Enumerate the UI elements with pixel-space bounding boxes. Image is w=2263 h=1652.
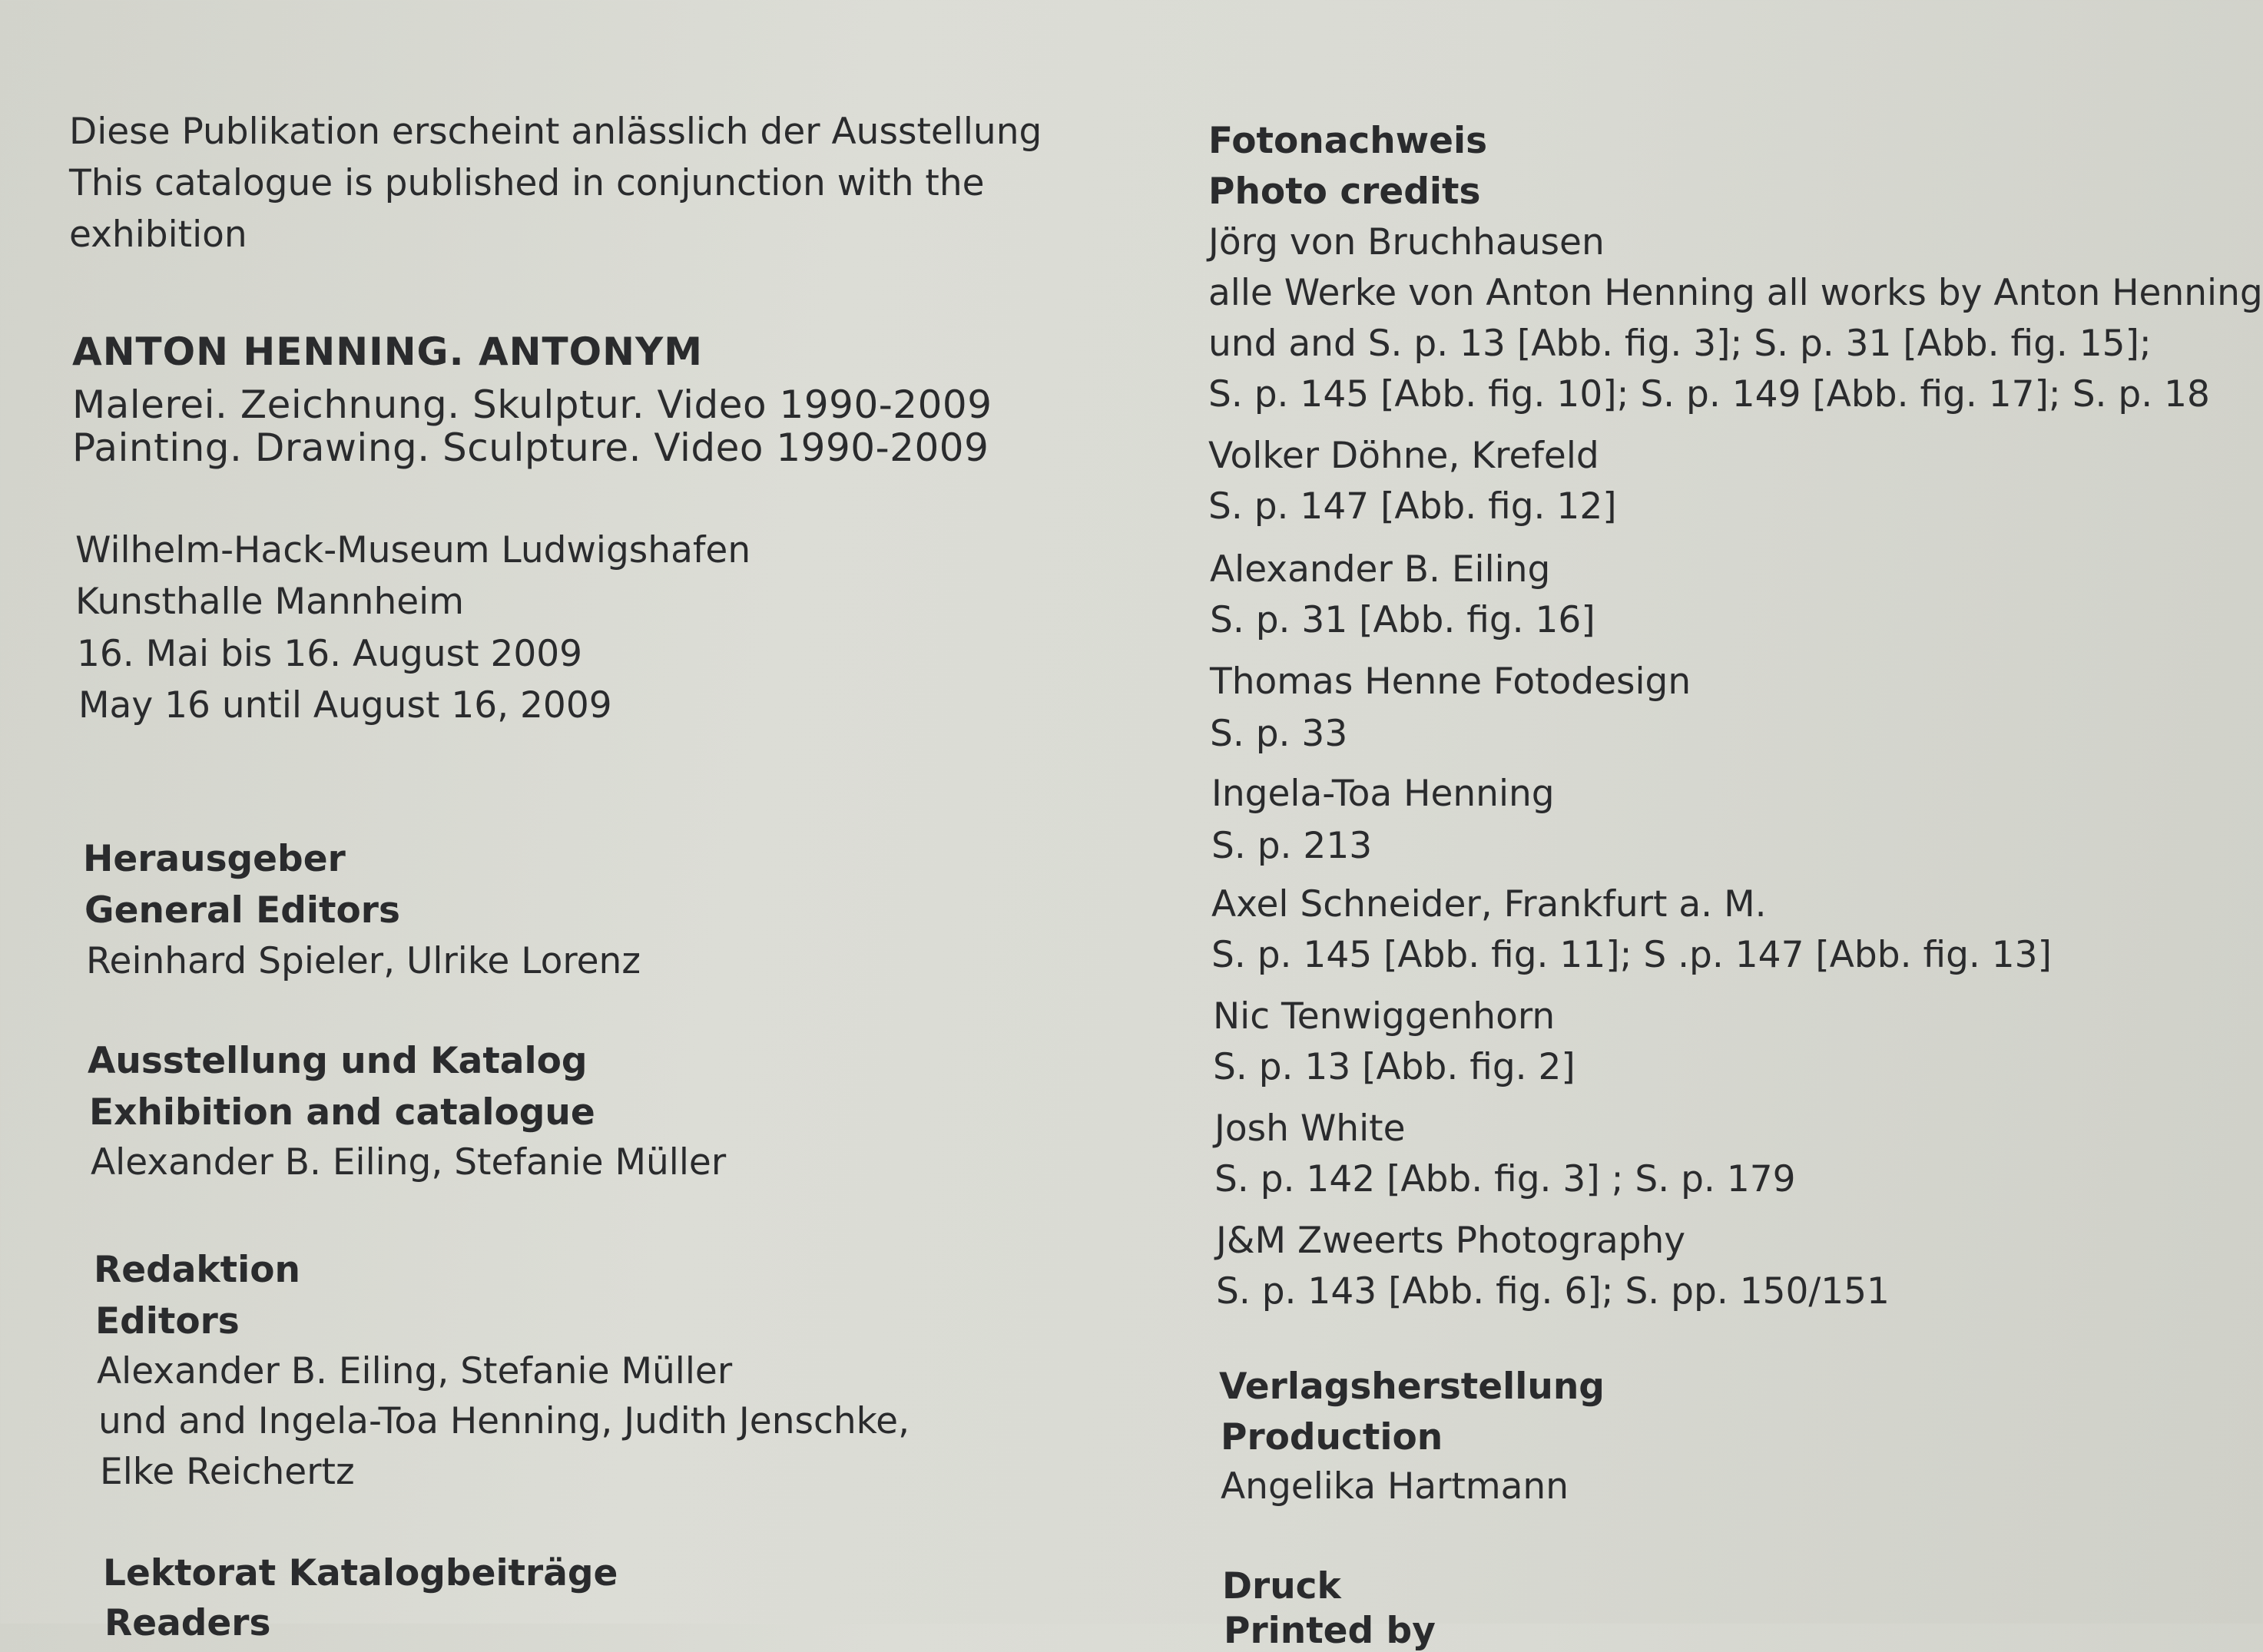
credit-name: J&M Zweerts Photography [1216,1220,1686,1262]
exhibition-catalogue-heading-de: Ausstellung und Katalog [88,1040,588,1082]
credit-name: Volker Döhne, Krefeld [1208,435,1599,477]
credit-pages: alle Werke von Anton Henning all works by Anton Henning [1208,272,2263,314]
credit-pages: S. p. 33 [1210,713,1348,755]
print-heading-de: Druck [1222,1565,1341,1607]
credit-pages: S. p. 213 [1211,825,1373,867]
editors-names: Reinhard Spieler, Ulrike Lorenz [86,940,641,982]
credit-pages: S. p. 31 [Abb. fig. 16] [1210,599,1595,641]
exhibition-catalogue-names: Alexander B. Eiling, Stefanie Müller [91,1141,727,1184]
redaktion-heading-de: Redaktion [94,1249,301,1291]
credit-name: Thomas Henne Fotodesign [1210,660,1691,703]
credit-pages: S. p. 143 [Abb. fig. 6]; S. pp. 150/151 [1216,1270,1890,1313]
print-heading-en: Printed by [1224,1610,1436,1652]
redaktion-line-1: Alexander B. Eiling, Stefanie Müller [97,1350,733,1392]
right-column [1208,0,2263,1652]
production-heading-en: Production [1221,1416,1443,1458]
exhibition-subtitle-de: Malerei. Zeichnung. Skulptur. Video 1990-2009 [72,382,992,427]
credit-pages: S. p. 147 [Abb. fig. 12] [1208,485,1617,528]
credit-pages: S. p. 13 [Abb. fig. 2] [1213,1046,1575,1088]
production-heading-de: Verlagsherstellung [1219,1366,1605,1408]
venue-dates-de: 16. Mai bis 16. August 2009 [77,633,583,675]
intro-line-en-cont: exhibition [69,214,247,256]
credit-name: Axel Schneider, Frankfurt a. M. [1211,883,1767,925]
exhibition-catalogue-heading-en: Exhibition and catalogue [89,1091,595,1134]
credit-pages: S. p. 142 [Abb. fig. 3] ; S. p. 179 [1214,1158,1796,1200]
production-name: Angelika Hartmann [1221,1465,1569,1508]
editors-heading-en: General Editors [84,889,400,932]
exhibition-title: ANTON HENNING. ANTONYM [72,329,703,374]
venue-museum-2: Kunsthalle Mannheim [75,581,465,623]
exhibition-subtitle-en: Painting. Drawing. Sculpture. Video 1990-2009 [72,425,989,470]
photo-credits-heading-de: Fotonachweis [1208,120,1488,162]
redaktion-line-3: Elke Reichertz [100,1451,355,1493]
credit-name: Josh White [1214,1107,1406,1150]
intro-line-en: This catalogue is published in conjunction with the [69,162,985,204]
credit-pages: S. p. 145 [Abb. fig. 10]; S. p. 149 [Abb. fig. 17]; S. p. 18 [1208,373,2210,415]
redaktion-heading-en: Editors [95,1300,240,1342]
intro-line-de: Diese Publikation erscheint anlässlich der Ausstellung [69,111,1042,153]
venue-museum-1: Wilhelm-Hack-Museum Ludwigshafen [75,529,751,571]
credit-name: Ingela-Toa Henning [1211,773,1555,815]
venue-dates-en: May 16 until August 16, 2009 [78,684,612,727]
editors-heading-de: Herausgeber [83,838,346,880]
photo-credits-heading-en: Photo credits [1208,170,1481,213]
credit-name: Alexander B. Eiling [1210,548,1551,591]
credit-pages: S. p. 145 [Abb. fig. 11]; S .p. 147 [Abb. fig. 13] [1211,934,2052,976]
credit-name: Nic Tenwiggenhorn [1213,995,1556,1038]
lektorat-heading-de: Lektorat Katalogbeiträge [103,1552,618,1594]
redaktion-line-2: und and Ingela-Toa Henning, Judith Jenschke, [98,1400,910,1442]
lektorat-heading-en: Readers [104,1602,271,1644]
credit-name: Jörg von Bruchhausen [1208,221,1605,263]
credit-pages: und and S. p. 13 [Abb. fig. 3]; S. p. 31 [Abb. fig. 15]; [1208,323,2152,365]
